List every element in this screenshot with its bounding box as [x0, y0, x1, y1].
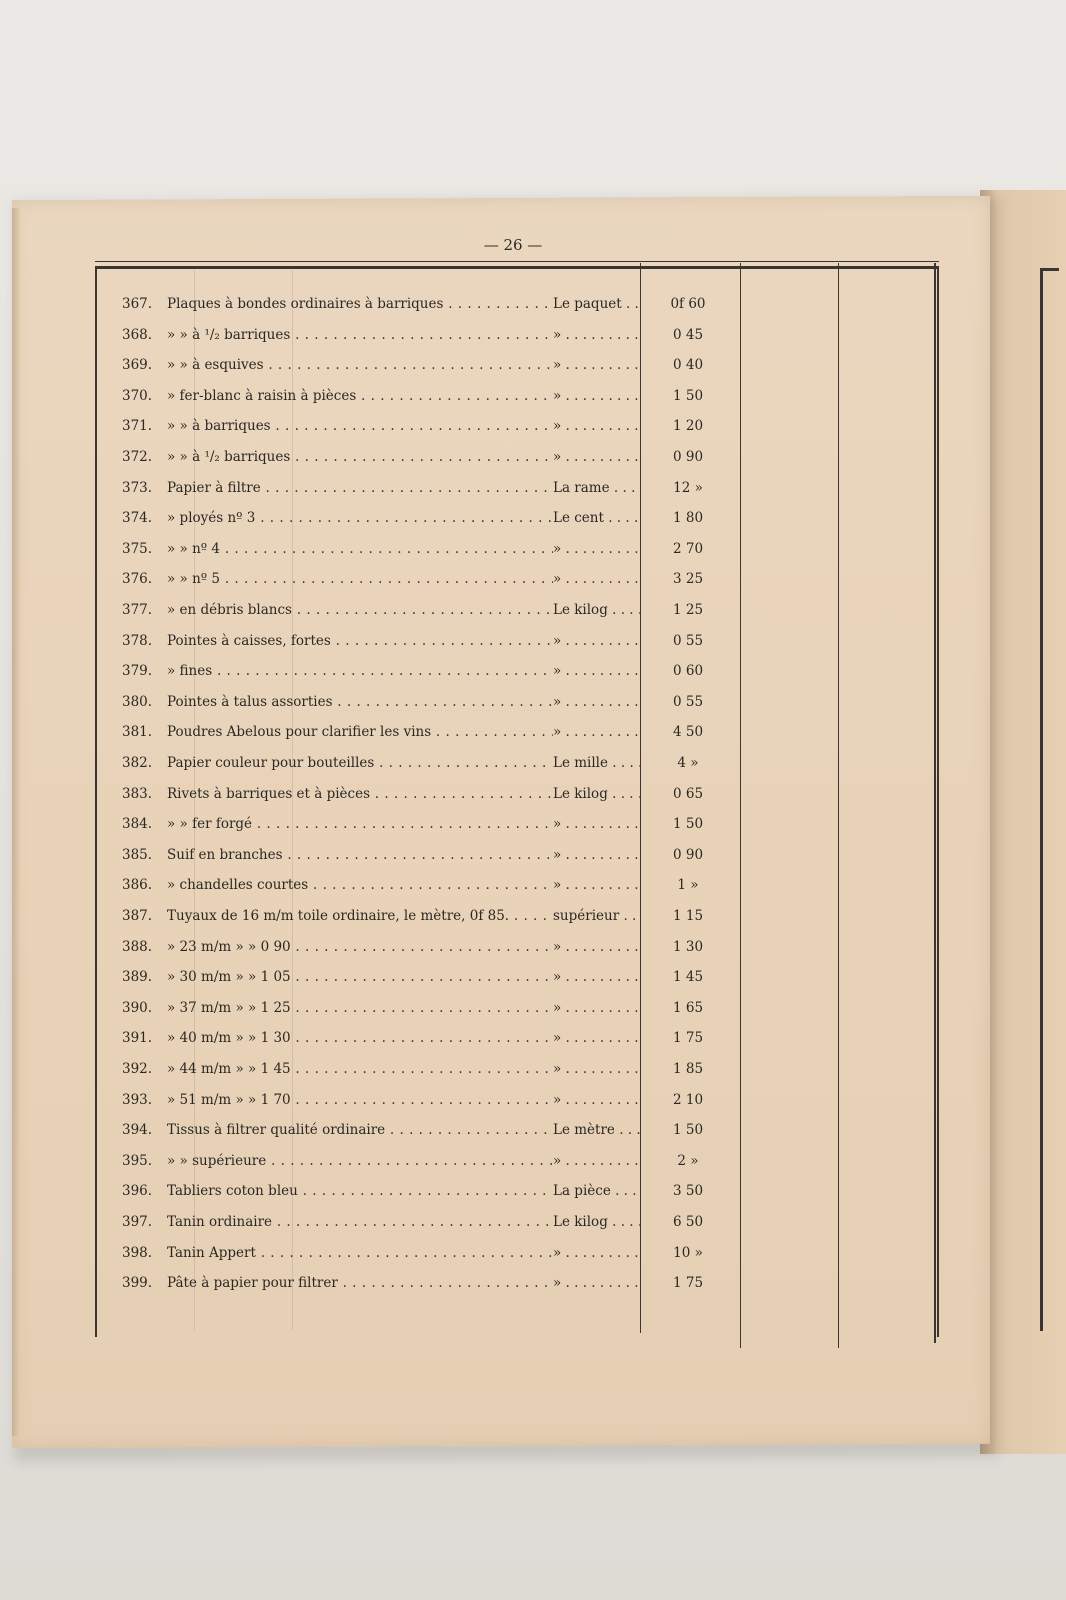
item-description: Pointes à talus assorties . . . [167, 694, 553, 710]
item-number: 371. [122, 418, 153, 435]
item-number: 378. [122, 632, 153, 649]
item-price: 0 55 [672, 693, 704, 710]
item-price: 2 70 [672, 540, 704, 557]
item-description: » 23 m/m » » 0 90 . . . [167, 939, 553, 955]
item-price: 0 40 [672, 357, 704, 374]
table-row [0, 1214, 1066, 1244]
item-number: 399. [122, 1275, 153, 1292]
table-row [0, 388, 1066, 418]
item-description: » » fer forgé . . . [167, 816, 553, 832]
item-number: 377. [122, 602, 153, 618]
item-unit: » . . . [553, 847, 640, 863]
item-description: » en débris blancs . . . [167, 602, 553, 618]
table-row [0, 724, 1066, 754]
item-description: Poudres Abelous pour clarifier les vins . . . [167, 724, 553, 740]
item-description: » » à ¹/₂ barriques . . . [167, 327, 553, 343]
item-description: » » à ¹/₂ barriques . . . [167, 449, 553, 465]
item-unit: Le mille . . . [553, 755, 640, 771]
item-price: 1 25 [672, 602, 704, 618]
item-description: » » supérieure . . . [167, 1153, 553, 1169]
item-number: 389. [122, 969, 153, 986]
item-price: 1 45 [672, 969, 704, 986]
item-description: Pointes à caisses, fortes . . . [167, 633, 553, 649]
item-number: 395. [122, 1152, 153, 1169]
item-description: Papier à filtre . . . [167, 480, 553, 496]
item-number: 384. [122, 816, 153, 833]
item-unit: » . . . [553, 1092, 640, 1108]
item-number: 381. [122, 724, 153, 741]
item-description: » 30 m/m » » 1 05 . . . [167, 969, 553, 985]
table-row [0, 327, 1066, 357]
table-row [0, 633, 1066, 663]
item-description: Tanin Appert . . . [167, 1245, 553, 1261]
table-row [0, 296, 1066, 326]
table-row [0, 786, 1066, 816]
item-description: » fer-blanc à raisin à pièces . . . [167, 388, 553, 404]
item-price: 0 90 [672, 449, 704, 465]
item-price: 3 25 [672, 571, 704, 588]
table-row [0, 480, 1066, 510]
table-row [0, 1122, 1066, 1152]
item-price: 4 » [677, 755, 699, 771]
item-number: 380. [122, 693, 153, 710]
item-unit: » . . . [553, 1061, 640, 1077]
item-number: 374. [122, 510, 153, 527]
item-price: 1 85 [672, 1061, 704, 1077]
item-price: 1 50 [672, 1122, 704, 1139]
item-description: » » à esquives . . . [167, 357, 553, 373]
table-row [0, 755, 1066, 785]
item-price: 1 30 [672, 938, 704, 955]
table-row [0, 1061, 1066, 1091]
item-number: 391. [122, 1030, 153, 1047]
item-price: 1 75 [672, 1030, 704, 1047]
item-price: 12 » [673, 479, 703, 496]
table-row [0, 1183, 1066, 1213]
table-row [0, 694, 1066, 724]
item-description: » » à barriques . . . [167, 418, 553, 434]
item-description: » 37 m/m » » 1 25 . . . [167, 1000, 553, 1016]
item-unit: » . . . [553, 541, 640, 557]
item-price: 10 » [673, 1244, 703, 1261]
item-price: 3 50 [672, 1183, 704, 1200]
item-unit: La pièce . . . [553, 1183, 640, 1199]
item-unit: » . . . [553, 1153, 640, 1169]
table-row [0, 847, 1066, 877]
item-unit: » . . . [553, 1245, 640, 1261]
item-number: 385. [122, 846, 153, 863]
item-unit: » . . . [553, 694, 640, 710]
item-description: » 40 m/m » » 1 30 . . . [167, 1030, 553, 1046]
item-number: 390. [122, 999, 153, 1016]
item-unit: Le cent . . . [553, 510, 640, 526]
item-number: 375. [122, 540, 153, 557]
item-number: 367. [122, 296, 153, 312]
table-row [0, 663, 1066, 693]
item-number: 394. [122, 1122, 153, 1139]
item-description: Tanin ordinaire . . . [167, 1214, 553, 1230]
item-price: 1 80 [672, 510, 704, 527]
item-unit: » . . . [553, 388, 640, 404]
item-unit: » . . . [553, 969, 640, 985]
item-description: » 51 m/m » » 1 70 . . . [167, 1092, 553, 1108]
item-unit: Le kilog . . . [553, 602, 640, 618]
item-number: 397. [122, 1214, 153, 1230]
item-number: 383. [122, 785, 153, 802]
item-unit: » . . . [553, 357, 640, 373]
item-unit: Le kilog . . . [553, 1214, 640, 1230]
item-unit: » . . . [553, 663, 640, 679]
item-unit: Le kilog . . . [553, 786, 640, 802]
table-row [0, 816, 1066, 846]
item-description: Tuyaux de 16 m/m toile ordinaire, le mètre, 0f 85. . . . [167, 908, 553, 924]
item-description: » ployés nº 3 . . . [167, 510, 553, 526]
item-number: 373. [122, 479, 153, 496]
item-unit: » . . . [553, 449, 640, 465]
item-price: 1 20 [672, 418, 704, 435]
item-unit: » . . . [553, 1030, 640, 1046]
table-row [0, 1245, 1066, 1275]
item-price: 1 » [677, 877, 699, 894]
item-unit: Le paquet . . . [553, 296, 640, 312]
table-row [0, 602, 1066, 632]
item-price: 0f 60 [670, 296, 706, 312]
item-number: 393. [122, 1091, 153, 1108]
item-number: 387. [122, 908, 153, 924]
item-price: 6 50 [672, 1214, 704, 1230]
table-row [0, 939, 1066, 969]
item-price: 0 65 [672, 785, 704, 802]
item-unit: La rame . . . [553, 480, 640, 496]
page-number: — 26 — [483, 236, 543, 254]
table-row [0, 1275, 1066, 1305]
table-row [0, 418, 1066, 448]
item-unit: » . . . [553, 939, 640, 955]
table-row [0, 877, 1066, 907]
item-price: 1 50 [672, 387, 704, 404]
item-description: » fines . . . [167, 663, 553, 679]
item-number: 392. [122, 1061, 153, 1077]
item-unit: supérieur . . . [553, 908, 640, 924]
item-description: » chandelles courtes . . . [167, 877, 553, 893]
item-unit: » . . . [553, 327, 640, 343]
item-number: 388. [122, 938, 153, 955]
item-description: Papier couleur pour bouteilles . . . [167, 755, 553, 771]
item-price: 1 15 [672, 908, 704, 924]
table-row [0, 510, 1066, 540]
item-number: 376. [122, 571, 153, 588]
item-number: 368. [122, 326, 153, 343]
item-price: 1 75 [672, 1275, 704, 1292]
item-number: 369. [122, 357, 153, 374]
table-top-rule [95, 261, 939, 262]
item-description: » » nº 4 . . . [167, 541, 553, 557]
item-description: Pâte à papier pour filtrer . . . [167, 1275, 553, 1291]
item-unit: » . . . [553, 877, 640, 893]
item-price: 4 50 [672, 724, 704, 741]
item-number: 379. [122, 663, 153, 680]
item-unit: » . . . [553, 1275, 640, 1291]
item-unit: » . . . [553, 724, 640, 740]
item-number: 382. [122, 755, 153, 771]
table-row [0, 1153, 1066, 1183]
item-price: 0 90 [672, 846, 704, 863]
table-row [0, 1030, 1066, 1060]
item-number: 398. [122, 1244, 153, 1261]
item-description: Tissus à filtrer qualité ordinaire . . . [167, 1122, 553, 1138]
item-price: 0 55 [672, 632, 704, 649]
item-unit: » . . . [553, 418, 640, 434]
item-price: 0 45 [672, 326, 704, 343]
item-price: 1 65 [672, 999, 704, 1016]
item-number: 372. [122, 449, 153, 465]
table-row [0, 541, 1066, 571]
table-row [0, 908, 1066, 938]
item-description: Suif en branches . . . [167, 847, 553, 863]
table-row [0, 1000, 1066, 1030]
table-row [0, 449, 1066, 479]
item-description: Plaques à bondes ordinaires à barriques . . . [167, 296, 553, 312]
item-price: 2 10 [672, 1091, 704, 1108]
item-price: 2 » [677, 1152, 699, 1169]
item-description: Tabliers coton bleu . . . [167, 1183, 553, 1199]
table-row [0, 357, 1066, 387]
item-number: 386. [122, 877, 153, 894]
item-price: 1 50 [672, 816, 704, 833]
item-description: » 44 m/m » » 1 45 . . . [167, 1061, 553, 1077]
item-description: Rivets à barriques et à pièces . . . [167, 786, 553, 802]
item-unit: » . . . [553, 571, 640, 587]
item-unit: » . . . [553, 816, 640, 832]
table-row [0, 969, 1066, 999]
item-number: 370. [122, 387, 153, 404]
item-price: 0 60 [672, 663, 704, 680]
item-unit: » . . . [553, 633, 640, 649]
item-number: 396. [122, 1183, 153, 1200]
item-description: » » nº 5 . . . [167, 571, 553, 587]
item-unit: Le mètre . . . [553, 1122, 640, 1138]
table-row [0, 1092, 1066, 1122]
table-row [0, 571, 1066, 601]
item-unit: » . . . [553, 1000, 640, 1016]
